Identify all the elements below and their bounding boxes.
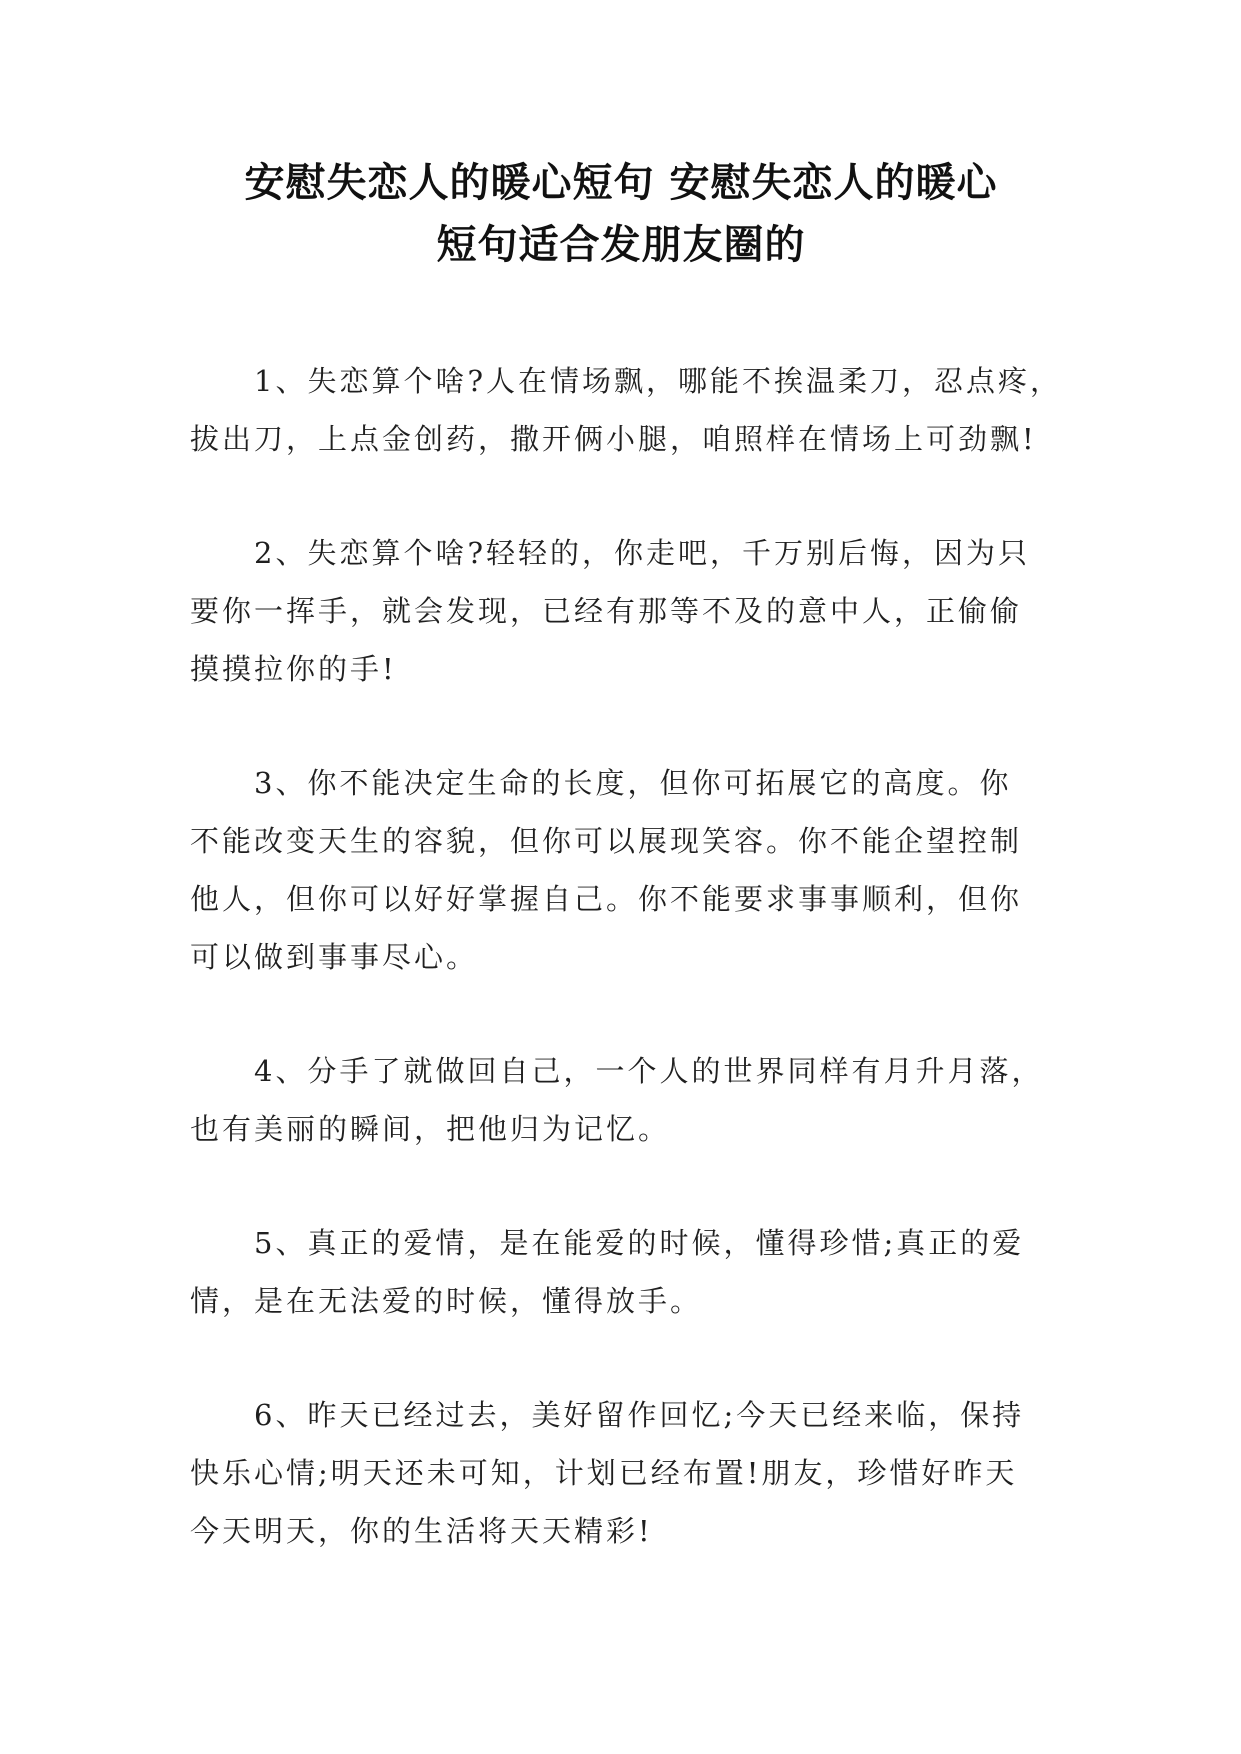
text-line: 快乐心情;明天还未可知，计划已经布置!朋友，珍惜好昨天 [190, 1456, 1018, 1490]
paragraph-3 [190, 754, 1054, 986]
text-line: 2、失恋算个啥?轻轻的，你走吧，千万别后悔，因为只 [254, 536, 1030, 570]
document-body [190, 352, 1062, 1616]
text-line: 不能改变天生的容貌，但你可以展现笑容。你不能企望控制 [190, 824, 1023, 858]
text-line: 1、失恋算个啥?人在情场飘，哪能不挨温柔刀，忍点疼， [254, 364, 1062, 398]
title-line: 短句适合发朋友圈的 [436, 222, 806, 268]
text-line: 今天明天，你的生活将天天精彩! [190, 1514, 653, 1548]
paragraph-2 [190, 524, 1054, 698]
paragraph-6 [190, 1386, 1054, 1560]
text-line: 也有美丽的瞬间，把他归为记忆。 [190, 1112, 671, 1146]
text-line: 他人，但你可以好好掌握自己。你不能要求事事顺利，但你 [190, 882, 1023, 916]
paragraph-4 [190, 1042, 1054, 1158]
title-line: 安慰失恋人的暖心短句 安慰失恋人的暖心 [244, 160, 998, 206]
paragraph-1 [190, 352, 1062, 468]
text-line: 4、分手了就做回自己，一个人的世界同样有月升月落， [254, 1054, 1044, 1088]
text-line: 摸摸拉你的手! [190, 652, 397, 686]
text-line: 3、你不能决定生命的长度，但你可拓展它的高度。你 [254, 766, 1012, 800]
text-line: 要你一挥手，就会发现，已经有那等不及的意中人，正偷偷 [190, 594, 1023, 628]
document-title [190, 152, 1052, 276]
paragraph-5 [190, 1214, 1054, 1330]
text-line: 拔出刀，上点金创药，撒开俩小腿，咱照样在情场上可劲飘! [190, 422, 1037, 456]
text-line: 6、昨天已经过去，美好留作回忆;今天已经来临，保持 [254, 1398, 1025, 1432]
text-line: 可以做到事事尽心。 [190, 940, 479, 974]
text-line: 情，是在无法爱的时候，懂得放手。 [190, 1284, 703, 1318]
text-line: 5、真正的爱情，是在能爱的时候，懂得珍惜;真正的爱 [254, 1226, 1025, 1260]
